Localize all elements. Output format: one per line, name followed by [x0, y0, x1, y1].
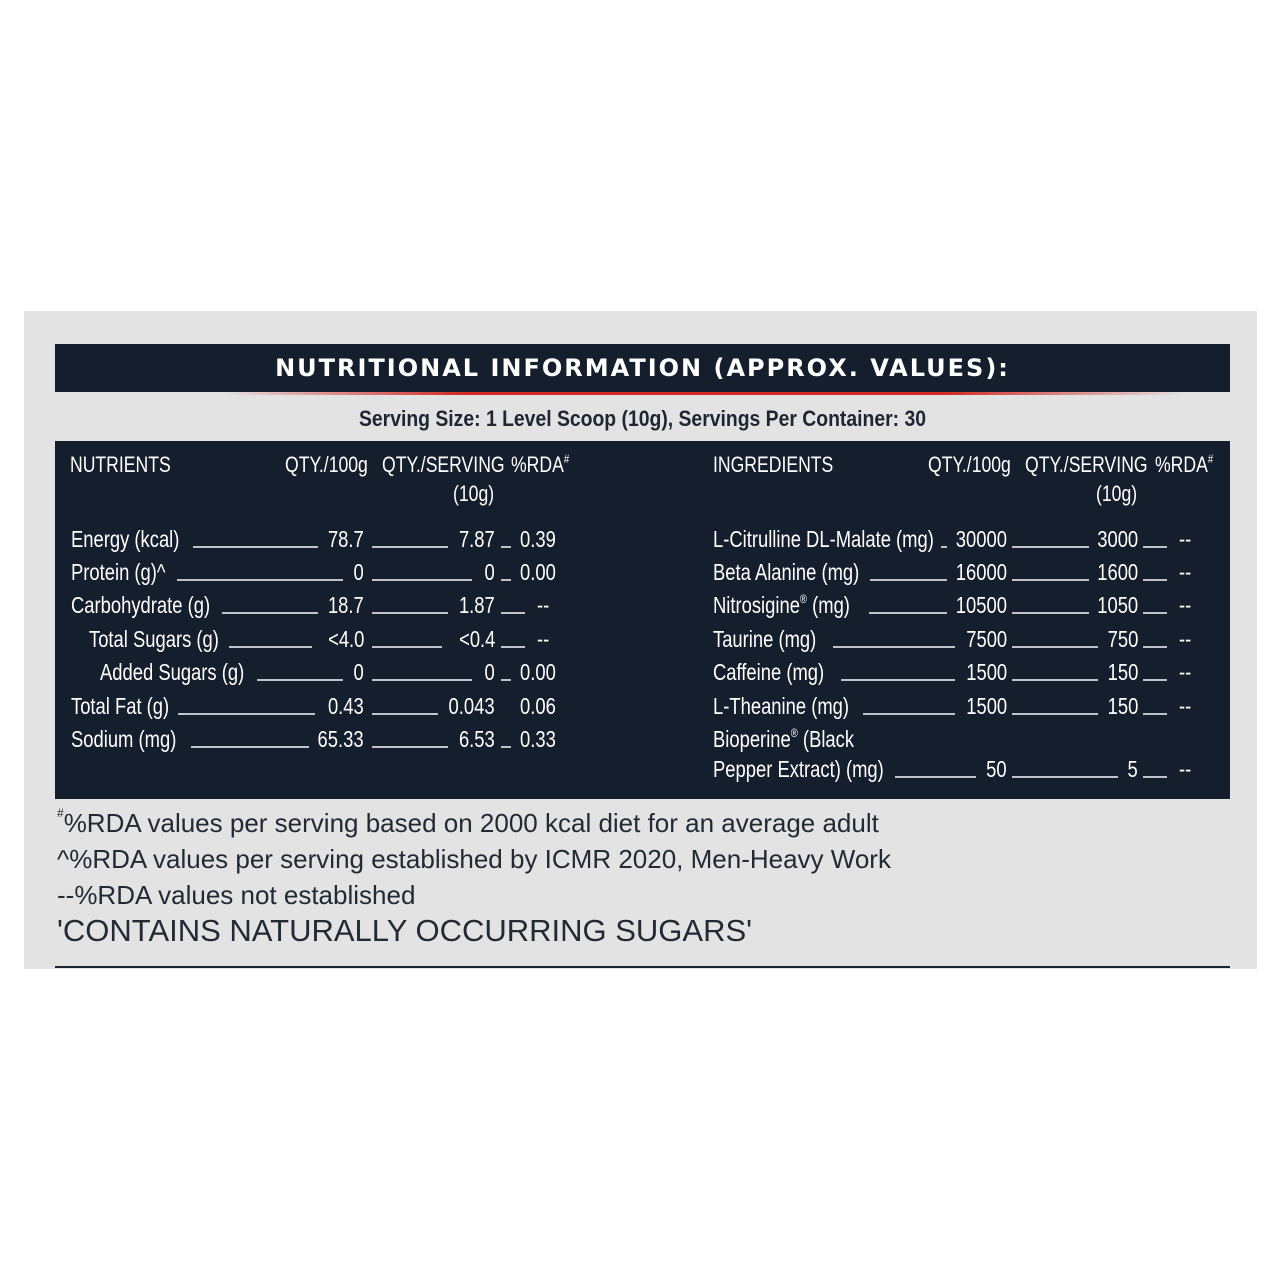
ingredient-per100: 10500	[955, 592, 1007, 618]
leader-line	[178, 713, 315, 715]
leader-line	[1012, 646, 1098, 648]
nutrient-name: Carbohydrate (g)	[71, 592, 211, 618]
leader-line	[869, 612, 947, 614]
ingredient-serving: 1600	[1097, 559, 1138, 585]
ingredient-rda: --	[1179, 756, 1192, 782]
ingredient-rda: --	[1179, 592, 1192, 618]
nutrient-serving: 0	[484, 659, 495, 685]
header-ingredients-qty-100g: QTY./100g	[928, 452, 1011, 477]
ingredient-serving: 5	[1127, 756, 1138, 782]
nutrient-per100: 78.7	[328, 526, 364, 552]
nutrient-per100: <4.0	[327, 626, 364, 652]
ingredient-per100: 30000	[955, 526, 1007, 552]
leader-line	[372, 713, 438, 715]
leader-line	[1012, 546, 1089, 548]
ingredient-name: Beta Alanine (mg)	[713, 559, 860, 585]
ingredient-per100: 1500	[966, 659, 1007, 685]
bottom-divider	[55, 966, 1230, 968]
leader-line	[501, 679, 511, 681]
nutrient-name: Added Sugars (g)	[100, 659, 245, 685]
nutrient-rda: --	[537, 626, 550, 652]
ingredient-name: L-Theanine (mg)	[713, 693, 850, 719]
leader-line	[372, 679, 472, 681]
nutrient-name: Protein (g)^	[71, 559, 166, 585]
leader-line	[1012, 612, 1089, 614]
panel-title: NUTRITIONAL INFORMATION (APPROX. VALUES):	[55, 344, 1230, 392]
leader-line	[1143, 546, 1167, 548]
nutrient-name: Sodium (mg)	[71, 726, 177, 752]
nutrient-serving: 0	[484, 559, 495, 585]
ingredient-rda: --	[1179, 659, 1192, 685]
leader-line	[1012, 713, 1098, 715]
ingredient-name: Nitrosigine® (mg)	[713, 592, 850, 618]
header-ingredients-qty-serving-unit: (10g)	[1096, 481, 1138, 506]
leader-line	[191, 746, 309, 748]
serving-size-line: Serving Size: 1 Level Scoop (10g), Servings Per Container: 30	[358, 406, 926, 431]
leader-line	[229, 646, 312, 648]
leader-line	[1012, 579, 1089, 581]
nutrient-serving: <0.4	[458, 626, 495, 652]
header-qty-100g: QTY./100g	[285, 452, 368, 477]
nutrient-rda: 0.33	[520, 726, 556, 752]
leader-line	[257, 679, 343, 681]
leader-line	[372, 646, 442, 648]
nutrient-per100: 18.7	[328, 592, 364, 618]
ingredient-per100: 1500	[966, 693, 1007, 719]
leader-line	[1143, 713, 1167, 715]
header-qty-serving: QTY./SERVING	[382, 452, 505, 477]
header-qty-serving-unit: (10g)	[453, 481, 495, 506]
ingredient-per100: 16000	[955, 559, 1007, 585]
leader-line	[941, 546, 947, 548]
ingredient-name-line2: Pepper Extract) (mg)	[713, 756, 884, 782]
leader-line	[501, 579, 511, 581]
ingredient-rda: --	[1179, 626, 1192, 652]
header-rda: %RDA#	[511, 452, 570, 477]
leader-line	[501, 546, 511, 548]
ingredient-serving: 1050	[1097, 592, 1138, 618]
leader-line	[372, 579, 472, 581]
leader-line	[833, 646, 955, 648]
leader-line	[222, 612, 318, 614]
nutrient-per100: 65.33	[317, 726, 364, 752]
leader-line	[501, 646, 525, 648]
nutrient-name: Total Fat (g)	[71, 693, 170, 719]
nutrient-per100: 0	[353, 659, 364, 685]
leader-line	[372, 546, 448, 548]
ingredient-serving: 150	[1107, 659, 1138, 685]
header-ingredients-rda: %RDA#	[1155, 452, 1214, 477]
footnote-rda-basis: #%RDA values per serving based on 2000 kcal diet for an average adult	[57, 806, 879, 838]
footnote-icmr: ^%RDA values per serving established by ICMR 2020, Men-Heavy Work	[57, 844, 891, 874]
leader-line	[1143, 579, 1167, 581]
leader-line	[501, 746, 511, 748]
leader-line	[1143, 612, 1167, 614]
nutrient-serving: 1.87	[459, 592, 495, 618]
footnote-not-established: --%RDA values not established	[57, 880, 416, 910]
ingredient-name: Taurine (mg)	[713, 626, 817, 652]
ingredient-rda: --	[1179, 559, 1192, 585]
leader-line	[870, 579, 947, 581]
header-ingredients-qty-serving: QTY./SERVING	[1025, 452, 1148, 477]
ingredient-name: Bioperine® (Black	[713, 726, 855, 752]
footnotes	[57, 805, 891, 949]
ingredient-serving: 150	[1107, 693, 1138, 719]
leader-line	[1143, 679, 1167, 681]
nutrient-rda: 0.00	[520, 559, 556, 585]
leader-line	[177, 579, 343, 581]
leader-line	[501, 612, 525, 614]
leader-line	[863, 713, 955, 715]
nutrient-name: Energy (kcal)	[71, 526, 180, 552]
leader-line	[1143, 776, 1167, 778]
nutrient-per100: 0	[353, 559, 364, 585]
leader-line	[1012, 679, 1098, 681]
ingredient-per100: 50	[986, 756, 1007, 782]
header-ingredients: INGREDIENTS	[713, 452, 834, 477]
nutrient-rda: --	[537, 592, 550, 618]
leader-line	[1012, 776, 1118, 778]
leader-line	[372, 746, 448, 748]
nutrient-per100: 0.43	[328, 693, 364, 719]
sugars-statement: 'CONTAINS NATURALLY OCCURRING SUGARS'	[57, 913, 753, 948]
ingredient-rda: --	[1179, 526, 1192, 552]
leader-line	[841, 679, 955, 681]
leader-line	[895, 776, 976, 778]
ingredient-name: Caffeine (mg)	[713, 659, 825, 685]
leader-line	[1143, 646, 1167, 648]
leader-line	[372, 612, 448, 614]
ingredient-serving: 750	[1107, 626, 1138, 652]
nutrient-rda: 0.39	[520, 526, 556, 552]
nutrient-rda: 0.06	[520, 693, 556, 719]
ingredient-name: L-Citrulline DL-Malate (mg)	[713, 526, 934, 552]
nutrient-serving: 0.043	[448, 693, 495, 719]
nutrient-name: Total Sugars (g)	[89, 626, 219, 652]
ingredient-rda: --	[1179, 693, 1192, 719]
nutrient-rda: 0.00	[520, 659, 556, 685]
ingredient-serving: 3000	[1097, 526, 1138, 552]
accent-divider	[224, 392, 1184, 395]
leader-line	[193, 546, 318, 548]
nutrition-table	[55, 441, 1230, 799]
ingredient-per100: 7500	[966, 626, 1007, 652]
nutrient-serving: 7.87	[459, 526, 495, 552]
nutrient-serving: 6.53	[459, 726, 495, 752]
header-nutrients: NUTRIENTS	[70, 452, 171, 477]
